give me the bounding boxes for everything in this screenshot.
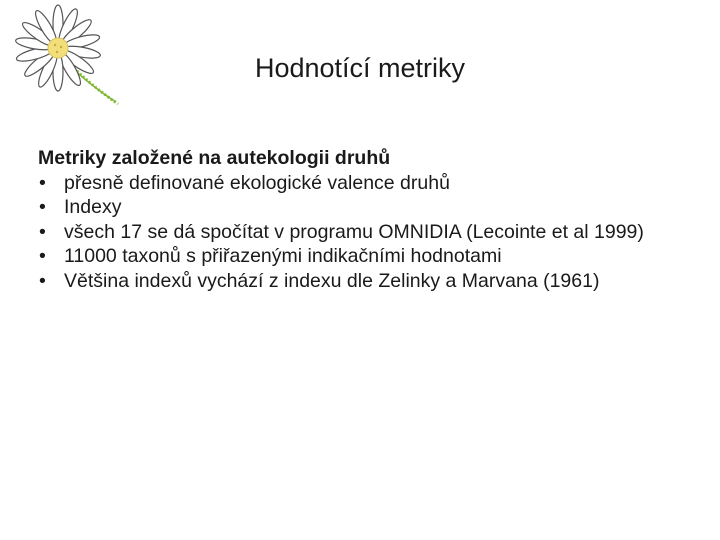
list-item [38,269,678,294]
bullet-list [38,171,678,294]
list-item [38,220,678,245]
list-item-text: Indexy [64,196,122,218]
list-item [38,171,678,196]
list-item-text: 11000 taxonů s přiřazenými indikačními hodnotami [64,245,502,267]
list-item [38,244,678,269]
list-item-text: přesně definované ekologické valence druhů [64,171,450,194]
list-item-text: Většina indexů vychází z indexu dle Zelinky a Marvana (1961) [64,269,600,292]
bullet-marker: • [39,245,46,267]
bullet-marker: • [39,269,46,292]
list-item [38,195,678,220]
slide-title: Hodnotící metriky [254,53,466,83]
daisy-flower-icon [0,0,124,112]
section-heading: Metriky založené na autekologii druhů [38,147,391,169]
slide-body [38,146,678,293]
bullet-marker: • [39,171,46,194]
bullet-marker: • [39,220,46,243]
bullet-marker: • [39,196,46,218]
list-item-text: všech 17 se dá spočítat v programu OMNIDIA (Lecointe et al 1999) [64,220,644,243]
